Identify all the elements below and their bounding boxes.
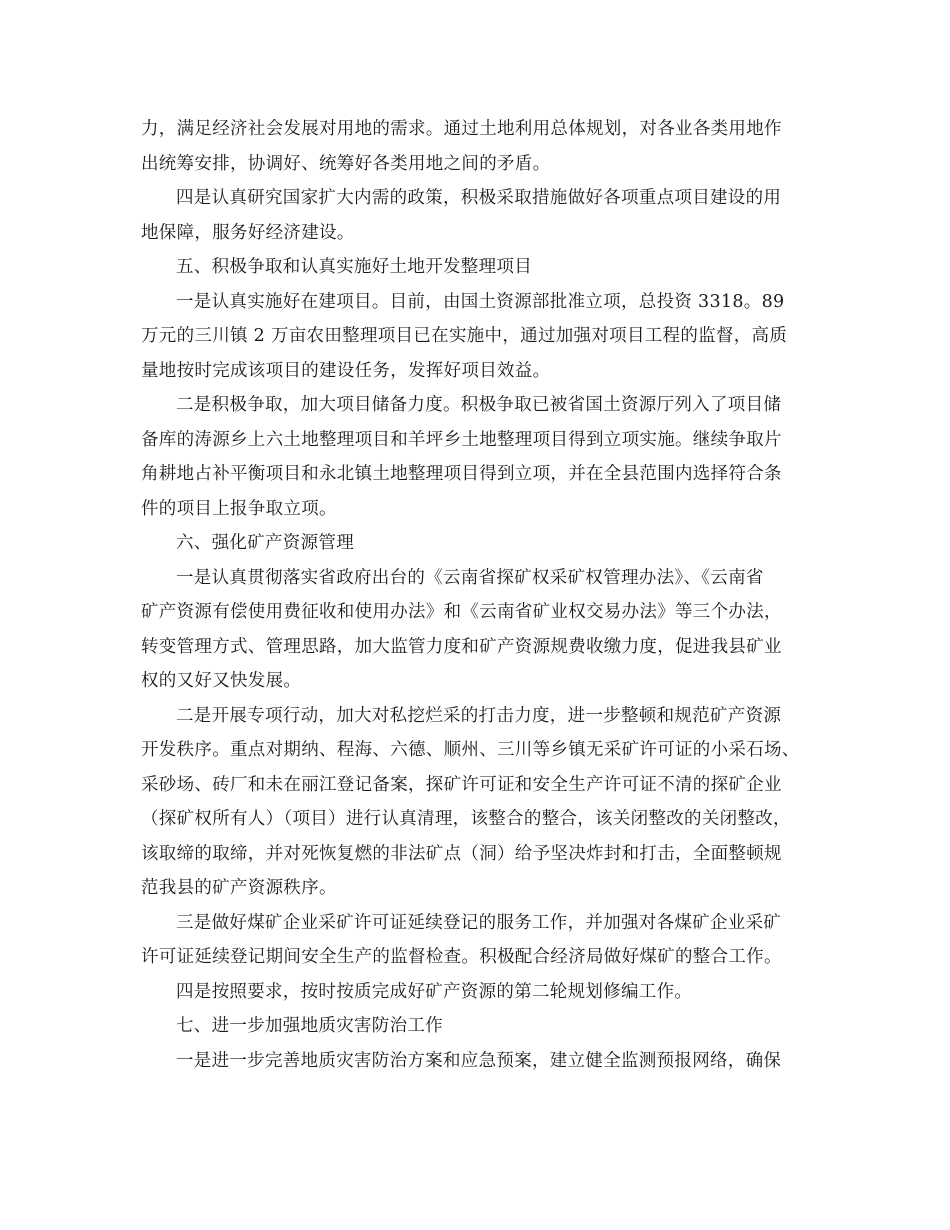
text-line: 转变管理方式、管理思路，加大监管力度和矿产资源规费收缴力度，促进我县矿业	[141, 636, 782, 657]
text-line: 六、强化矿产资源管理	[176, 533, 354, 553]
text-line: 许可证延续登记期间安全生产的监督检查。积极配合经济局做好煤矿的整合工作。	[141, 947, 782, 967]
text-line: 范我县的矿产资源秩序。	[141, 878, 337, 898]
text-line: 一是认真贯彻落实省政府出台的《云南省探矿权采矿权管理办法》、《云南省	[176, 567, 764, 588]
text-line: 二是开展专项行动，加大对私挖烂采的打击力度，进一步整顿和规范矿产资源	[176, 705, 782, 726]
text-line: 二是积极争取，加大项目储备力度。积极争取已被省国土资源厅列入了项目储	[176, 395, 782, 415]
text-line: 量地按时完成该项目的建设任务，发挥好项目效益。	[141, 360, 551, 381]
text-line: （探矿权所有人）（项目）进行认真清理，该整合的整合，该关闭整改的关闭整改，	[141, 809, 791, 829]
text-line: 出统筹安排，协调好、统筹好各类用地之间的矛盾。	[141, 153, 551, 174]
text-line: 力，满足经济社会发展对用地的需求。通过土地利用总体规划，对各业各类用地作	[141, 119, 782, 139]
text-line: 权的又好又快发展。	[141, 671, 302, 691]
text-line: 备库的涛源乡上六土地整理项目和羊坪乡土地整理项目得到立项实施。继续争取片	[141, 429, 782, 450]
text-line: 万元的三川镇 2 万亩农田整理项目已在实施中，通过加强对项目工程的监督，高质	[141, 326, 788, 346]
text-line: 地保障，服务好经济建设。	[141, 222, 355, 243]
text-line: 三是做好煤矿企业采矿许可证延续登记的服务工作，并加强对各煤矿企业采矿	[176, 912, 782, 933]
text-line: 四是按照要求，按时按质完成好矿产资源的第二轮规划修编工作。	[176, 981, 693, 1002]
document-body	[141, 112, 831, 1078]
text-line: 角耕地占补平衡项目和永北镇土地整理项目得到立项，并在全县范围内选择符合条	[141, 464, 782, 484]
text-line: 一是进一步完善地质灾害防治方案和应急预案，建立健全监测预报网络，确保	[176, 1050, 782, 1071]
text-line: 件的项目上报争取立项。	[141, 498, 337, 519]
text-line: 该取缔的取缔，并对死恢复燃的非法矿点（洞）给予坚决炸封和打击，全面整顿规	[141, 843, 782, 864]
text-line: 五、积极争取和认真实施好土地开发整理项目	[176, 257, 532, 277]
text-line: 开发秩序。重点对期纳、程海、六德、顺州、三川等乡镇无采矿许可证的小采石场、	[141, 740, 800, 760]
text-line: 采砂场、砖厂和未在丽江登记备案，探矿许可证和安全生产许可证不清的探矿企业	[141, 774, 782, 795]
text-line: 四是认真研究国家扩大内需的政策，积极采取措施做好各项重点项目建设的用	[176, 188, 782, 208]
text-line: 矿产资源有偿使用费征收和使用办法》和《云南省矿业权交易办法》等三个办法，	[141, 602, 782, 622]
text-line: 七、进一步加强地质灾害防治工作	[176, 1016, 443, 1036]
text-line: 一是认真实施好在建项目。目前，由国土资源部批准立项，总投资 3318。89	[176, 291, 785, 312]
